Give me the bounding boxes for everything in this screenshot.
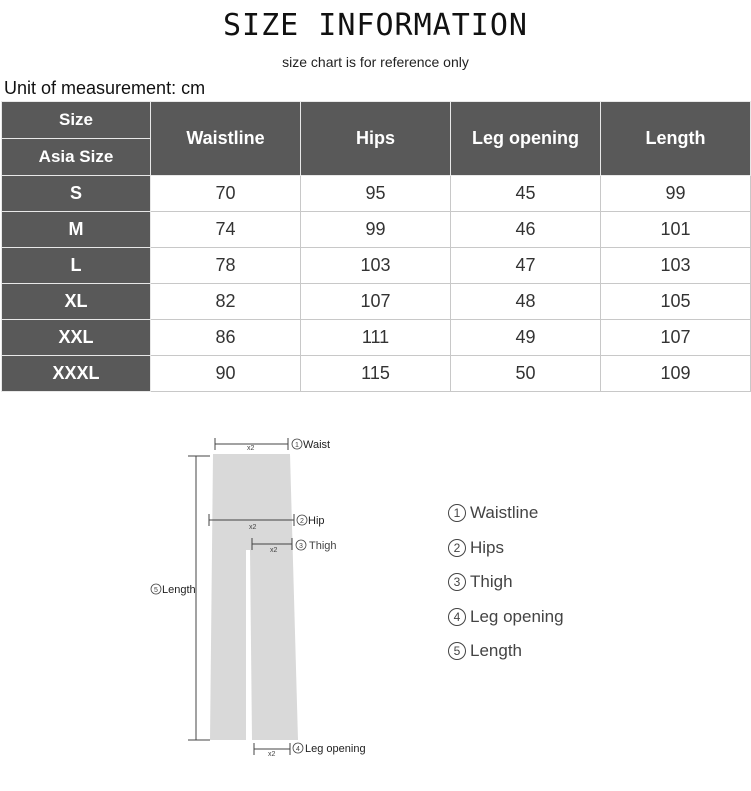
size-cell: S (2, 176, 151, 212)
legend-label: Waistline (470, 503, 539, 523)
hip-x2: x2 (249, 524, 257, 531)
size-cell: XL (2, 284, 151, 320)
value-cell: 86 (151, 320, 301, 356)
table-row (2, 284, 751, 320)
num-circle-icon: 2 (448, 539, 466, 557)
value-cell: 111 (301, 320, 451, 356)
waist-num: 1 (295, 442, 299, 449)
legend-item-waistline (448, 496, 564, 531)
value-cell: 95 (301, 176, 451, 212)
legend-item-length (448, 634, 564, 669)
value-cell: 90 (151, 356, 301, 392)
value-cell: 101 (601, 212, 751, 248)
measurement-legend (448, 496, 564, 669)
num-circle-icon: 1 (448, 504, 466, 522)
value-cell: 107 (601, 320, 751, 356)
leg-opening-x2: x2 (268, 751, 276, 758)
value-cell: 49 (451, 320, 601, 356)
value-cell: 107 (301, 284, 451, 320)
header-leg-opening: Leg opening (451, 102, 601, 176)
legend-label: Leg opening (470, 606, 564, 626)
header-waistline: Waistline (151, 102, 301, 176)
page-subtitle: size chart is for reference only (282, 54, 469, 70)
table-row (2, 212, 751, 248)
value-cell: 109 (601, 356, 751, 392)
thigh-label: Thigh (309, 540, 337, 552)
table-row (2, 320, 751, 356)
waist-x2: x2 (247, 445, 255, 452)
value-cell: 50 (451, 356, 601, 392)
value-cell: 74 (151, 212, 301, 248)
unit-label: Unit of measurement: cm (4, 78, 206, 98)
value-cell: 99 (601, 176, 751, 212)
thigh-num: 3 (299, 543, 303, 550)
value-cell: 103 (601, 248, 751, 284)
size-cell: XXXL (2, 356, 151, 392)
header-length: Length (601, 102, 751, 176)
leg-opening-label: Leg opening (305, 743, 366, 755)
num-circle-icon: 3 (448, 573, 466, 591)
legend-item-leg-opening (448, 600, 564, 635)
value-cell: 99 (301, 212, 451, 248)
header-size: Size (2, 102, 151, 139)
size-cell: XXL (2, 320, 151, 356)
value-cell: 105 (601, 284, 751, 320)
value-cell: 103 (301, 248, 451, 284)
value-cell: 47 (451, 248, 601, 284)
pants-shape (210, 454, 298, 740)
legend-label: Length (470, 641, 522, 661)
legend-item-hips (448, 531, 564, 566)
hip-num: 2 (300, 518, 304, 525)
value-cell: 70 (151, 176, 301, 212)
legend-label: Thigh (470, 572, 513, 592)
header-hips: Hips (301, 102, 451, 176)
num-circle-icon: 5 (448, 642, 466, 660)
leg-opening-num: 4 (296, 746, 300, 753)
value-cell: 45 (451, 176, 601, 212)
legend-item-thigh (448, 565, 564, 600)
table-row (2, 356, 751, 392)
num-circle-icon: 4 (448, 608, 466, 626)
value-cell: 48 (451, 284, 601, 320)
page-title: SIZE INFORMATION (223, 8, 528, 43)
value-cell: 82 (151, 284, 301, 320)
header-asia-size: Asia Size (2, 139, 151, 176)
size-table (1, 101, 751, 392)
length-label: Length (162, 584, 196, 596)
value-cell: 78 (151, 248, 301, 284)
thigh-x2: x2 (270, 547, 278, 554)
length-measure (188, 456, 210, 740)
length-num: 5 (154, 587, 158, 594)
value-cell: 115 (301, 356, 451, 392)
pants-diagram (0, 410, 400, 780)
value-cell: 46 (451, 212, 601, 248)
table-row (2, 248, 751, 284)
legend-label: Hips (470, 537, 505, 557)
waist-label: Waist (303, 439, 331, 451)
hip-label: Hip (308, 515, 325, 527)
size-cell: L (2, 248, 151, 284)
size-cell: M (2, 212, 151, 248)
table-row (2, 176, 751, 212)
